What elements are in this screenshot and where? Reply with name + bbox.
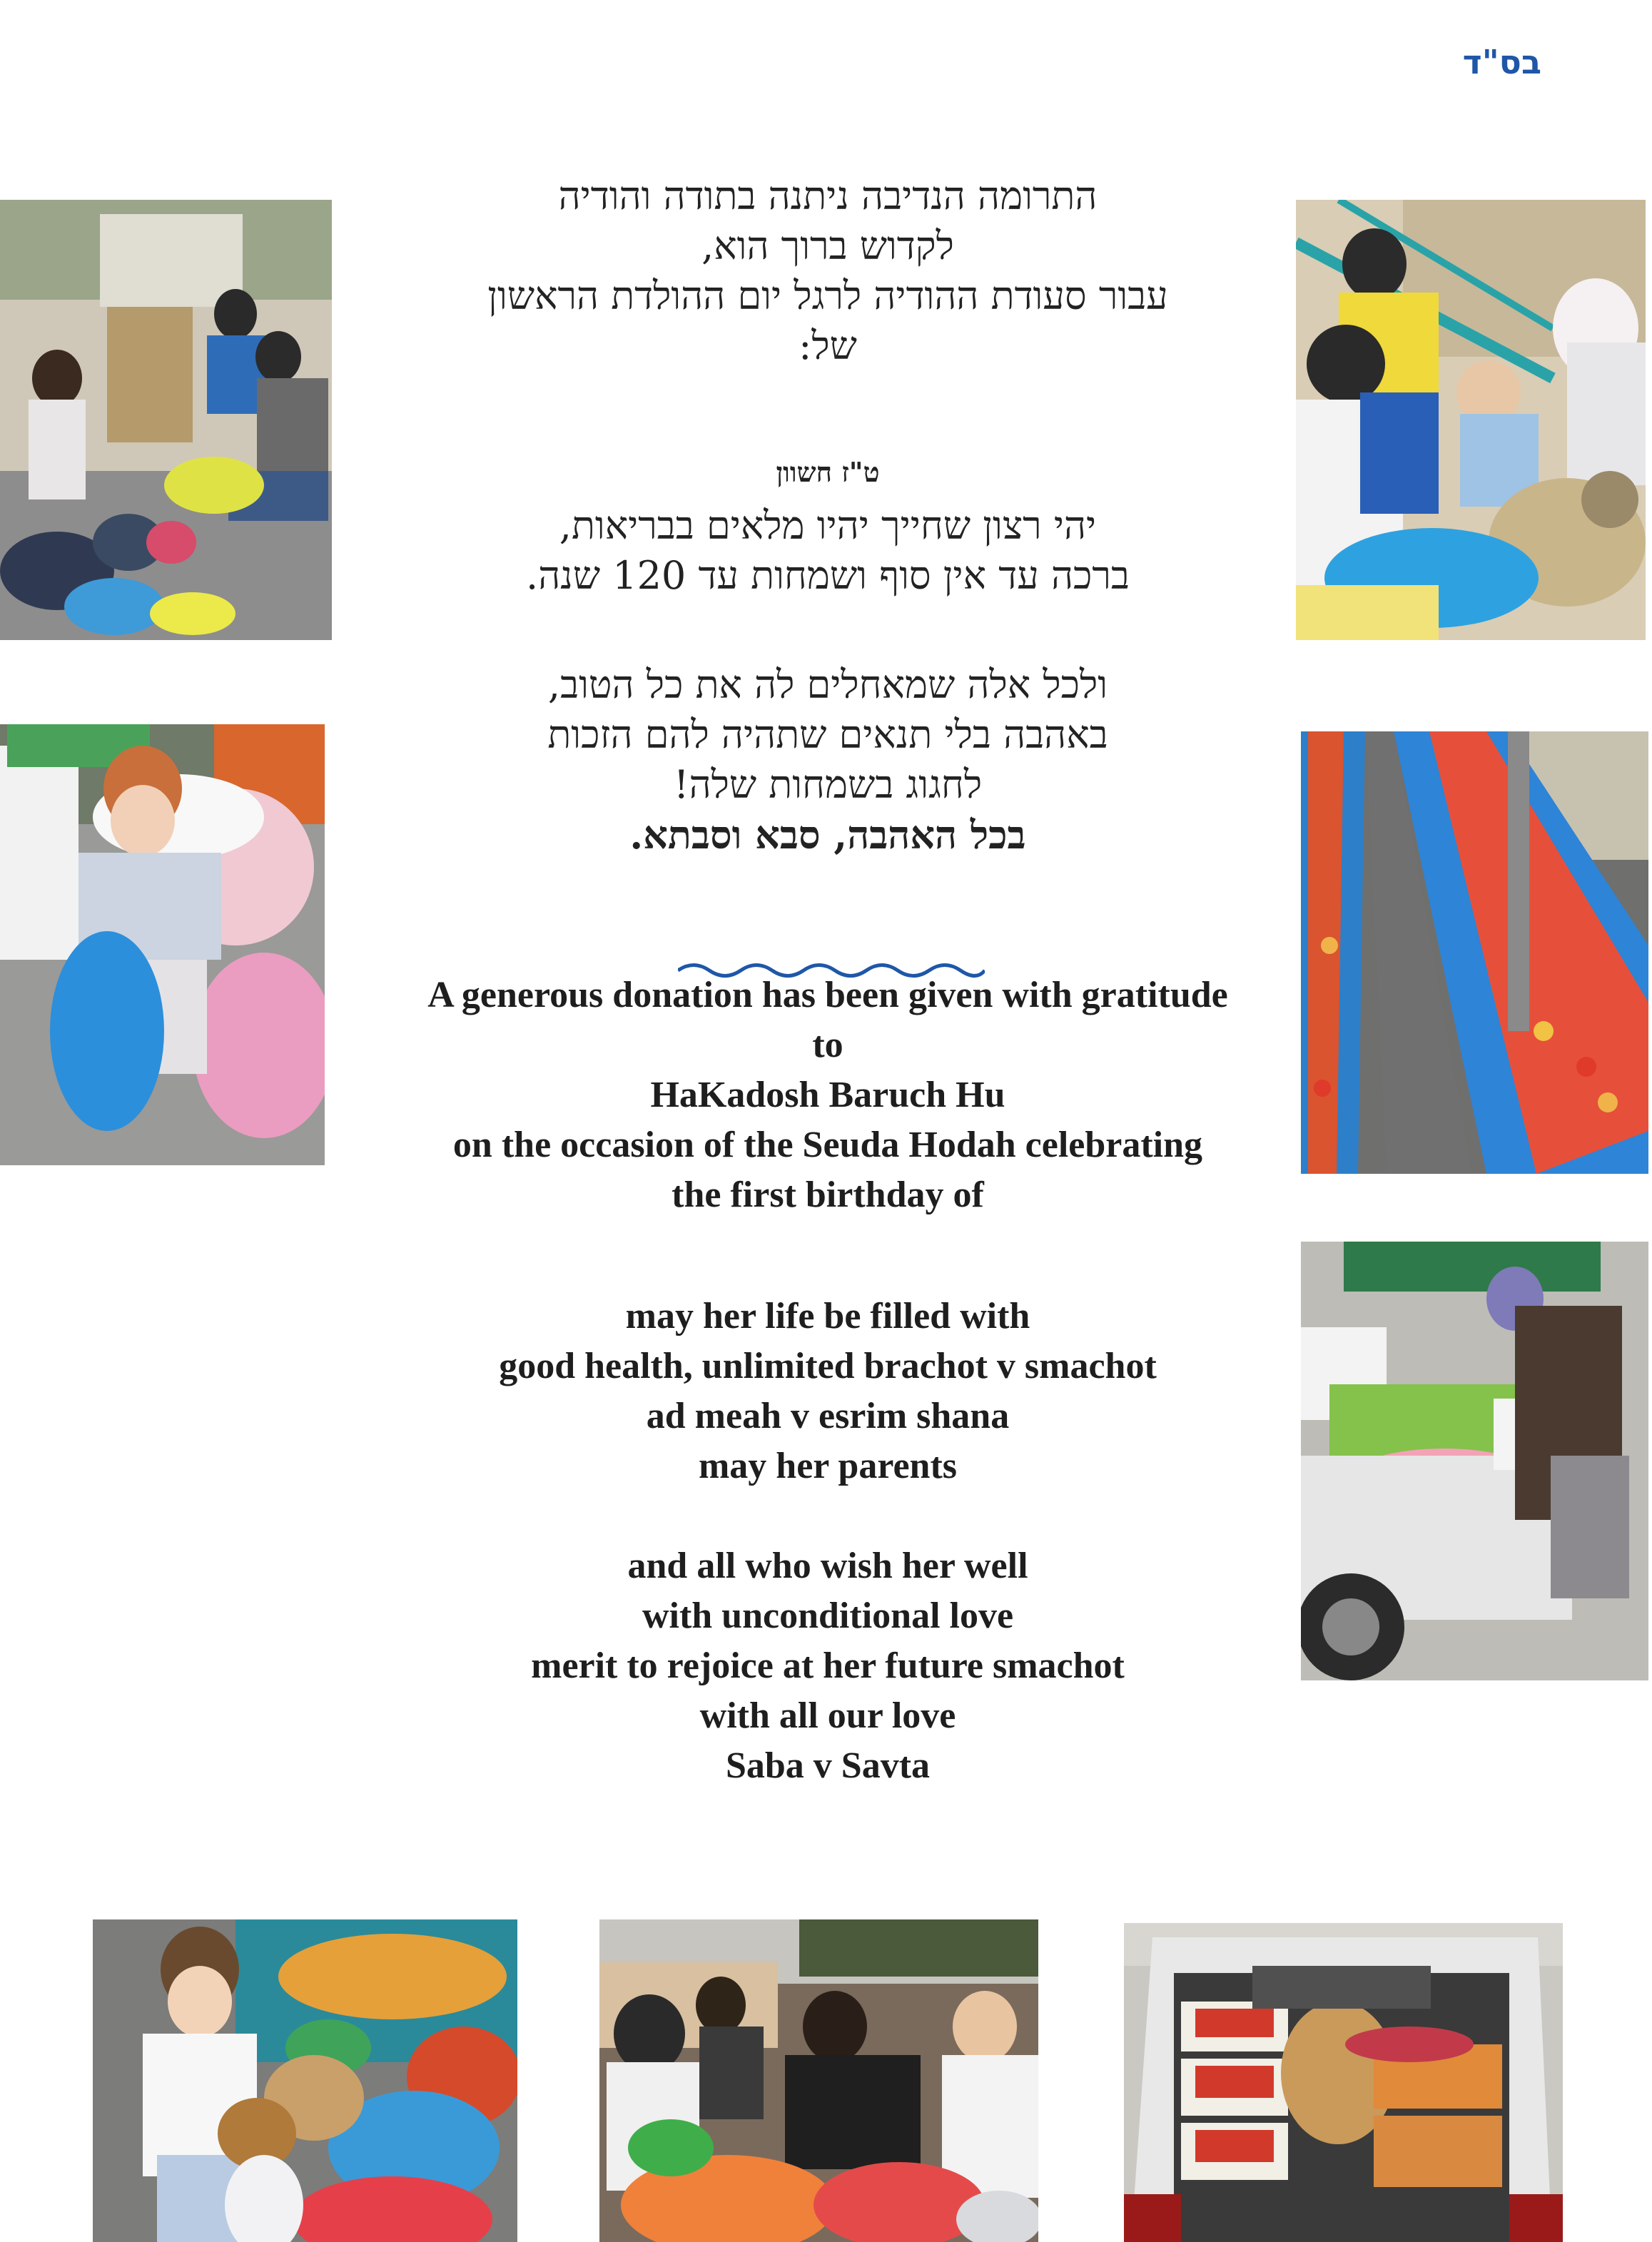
photo-children-packing-potatoes [1296,200,1646,640]
photo-toddler-with-blue-bag [0,724,325,1165]
hebrew-intro-line: עבור סעודת ההודיה לרגל יום ההולדת הראשון [487,273,1168,318]
hebrew-closing-line: באהבה בלי תנאים שתהיה להם הזכות [547,712,1108,757]
photo-girl-holding-bread [93,1919,517,2242]
hebrew-date [357,451,1299,494]
english-intro-line: A generous donation has been given with gratitude [427,975,1228,1015]
english-blessing-line: may her parents [698,1446,958,1486]
english-signature: Saba v Savta [725,1745,931,1786]
photo-woman-at-truck-bed [1301,1242,1648,1680]
photo-group-packing-bags [599,1919,1038,2242]
english-blessing-line: good health, unlimited brachot v smachot [499,1346,1157,1386]
english-closing-line: with all our love [699,1695,956,1736]
photo-car-trunk-with-boxes [1124,1923,1563,2242]
english-closing-line: with unconditional love [642,1596,1014,1636]
english-intro-line: HaKadosh Baruch Hu [650,1075,1005,1115]
hebrew-closing-line: לחגוג בשמחות שלה! [673,762,983,807]
english-closing-line: merit to rejoice at her future smachot [531,1645,1125,1686]
hebrew-blessing [357,501,1299,601]
hebrew-date-text: ט"ז חשוון [776,456,880,488]
english-blessing-line: ad meah v esrim shana [646,1396,1010,1436]
bsd-header: בס"ד [1462,43,1541,81]
hebrew-intro-line: של: [799,323,857,368]
hebrew-intro-line: לקדוש ברוך הוא, [701,223,954,268]
hebrew-intro [357,171,1299,371]
hebrew-blessing-line: ברכה עד אין סוף ושמחות עד 120 שנה. [526,553,1130,598]
english-blessing-line: may her life be filled with [625,1296,1030,1336]
hebrew-blessing-line: יהי רצון שחייך יהיו מלאים בבריאות, [559,503,1097,548]
photo-volunteers-sorting-produce [0,200,332,640]
english-blessing [371,1292,1284,1491]
english-intro [371,970,1284,1220]
english-intro-line: on the occasion of the Seuda Hodah celebrating [452,1125,1203,1165]
photo-rows-of-apple-bags [1301,731,1648,1174]
hebrew-closing-line: ולכל אלה שמאחלים לה את כל הטוב, [547,662,1108,707]
hebrew-intro-line: התרומה הנדיבה ניתנה בתודה והודיה [558,173,1098,218]
hebrew-signature: בכל האהבה, סבא וסבתא. [629,812,1026,858]
english-closing [371,1541,1284,1791]
english-intro-line: the first birthday of [672,1175,984,1215]
english-intro-line: to [812,1025,843,1065]
english-closing-line: and all who wish her well [627,1546,1028,1586]
hebrew-closing [357,660,1299,860]
